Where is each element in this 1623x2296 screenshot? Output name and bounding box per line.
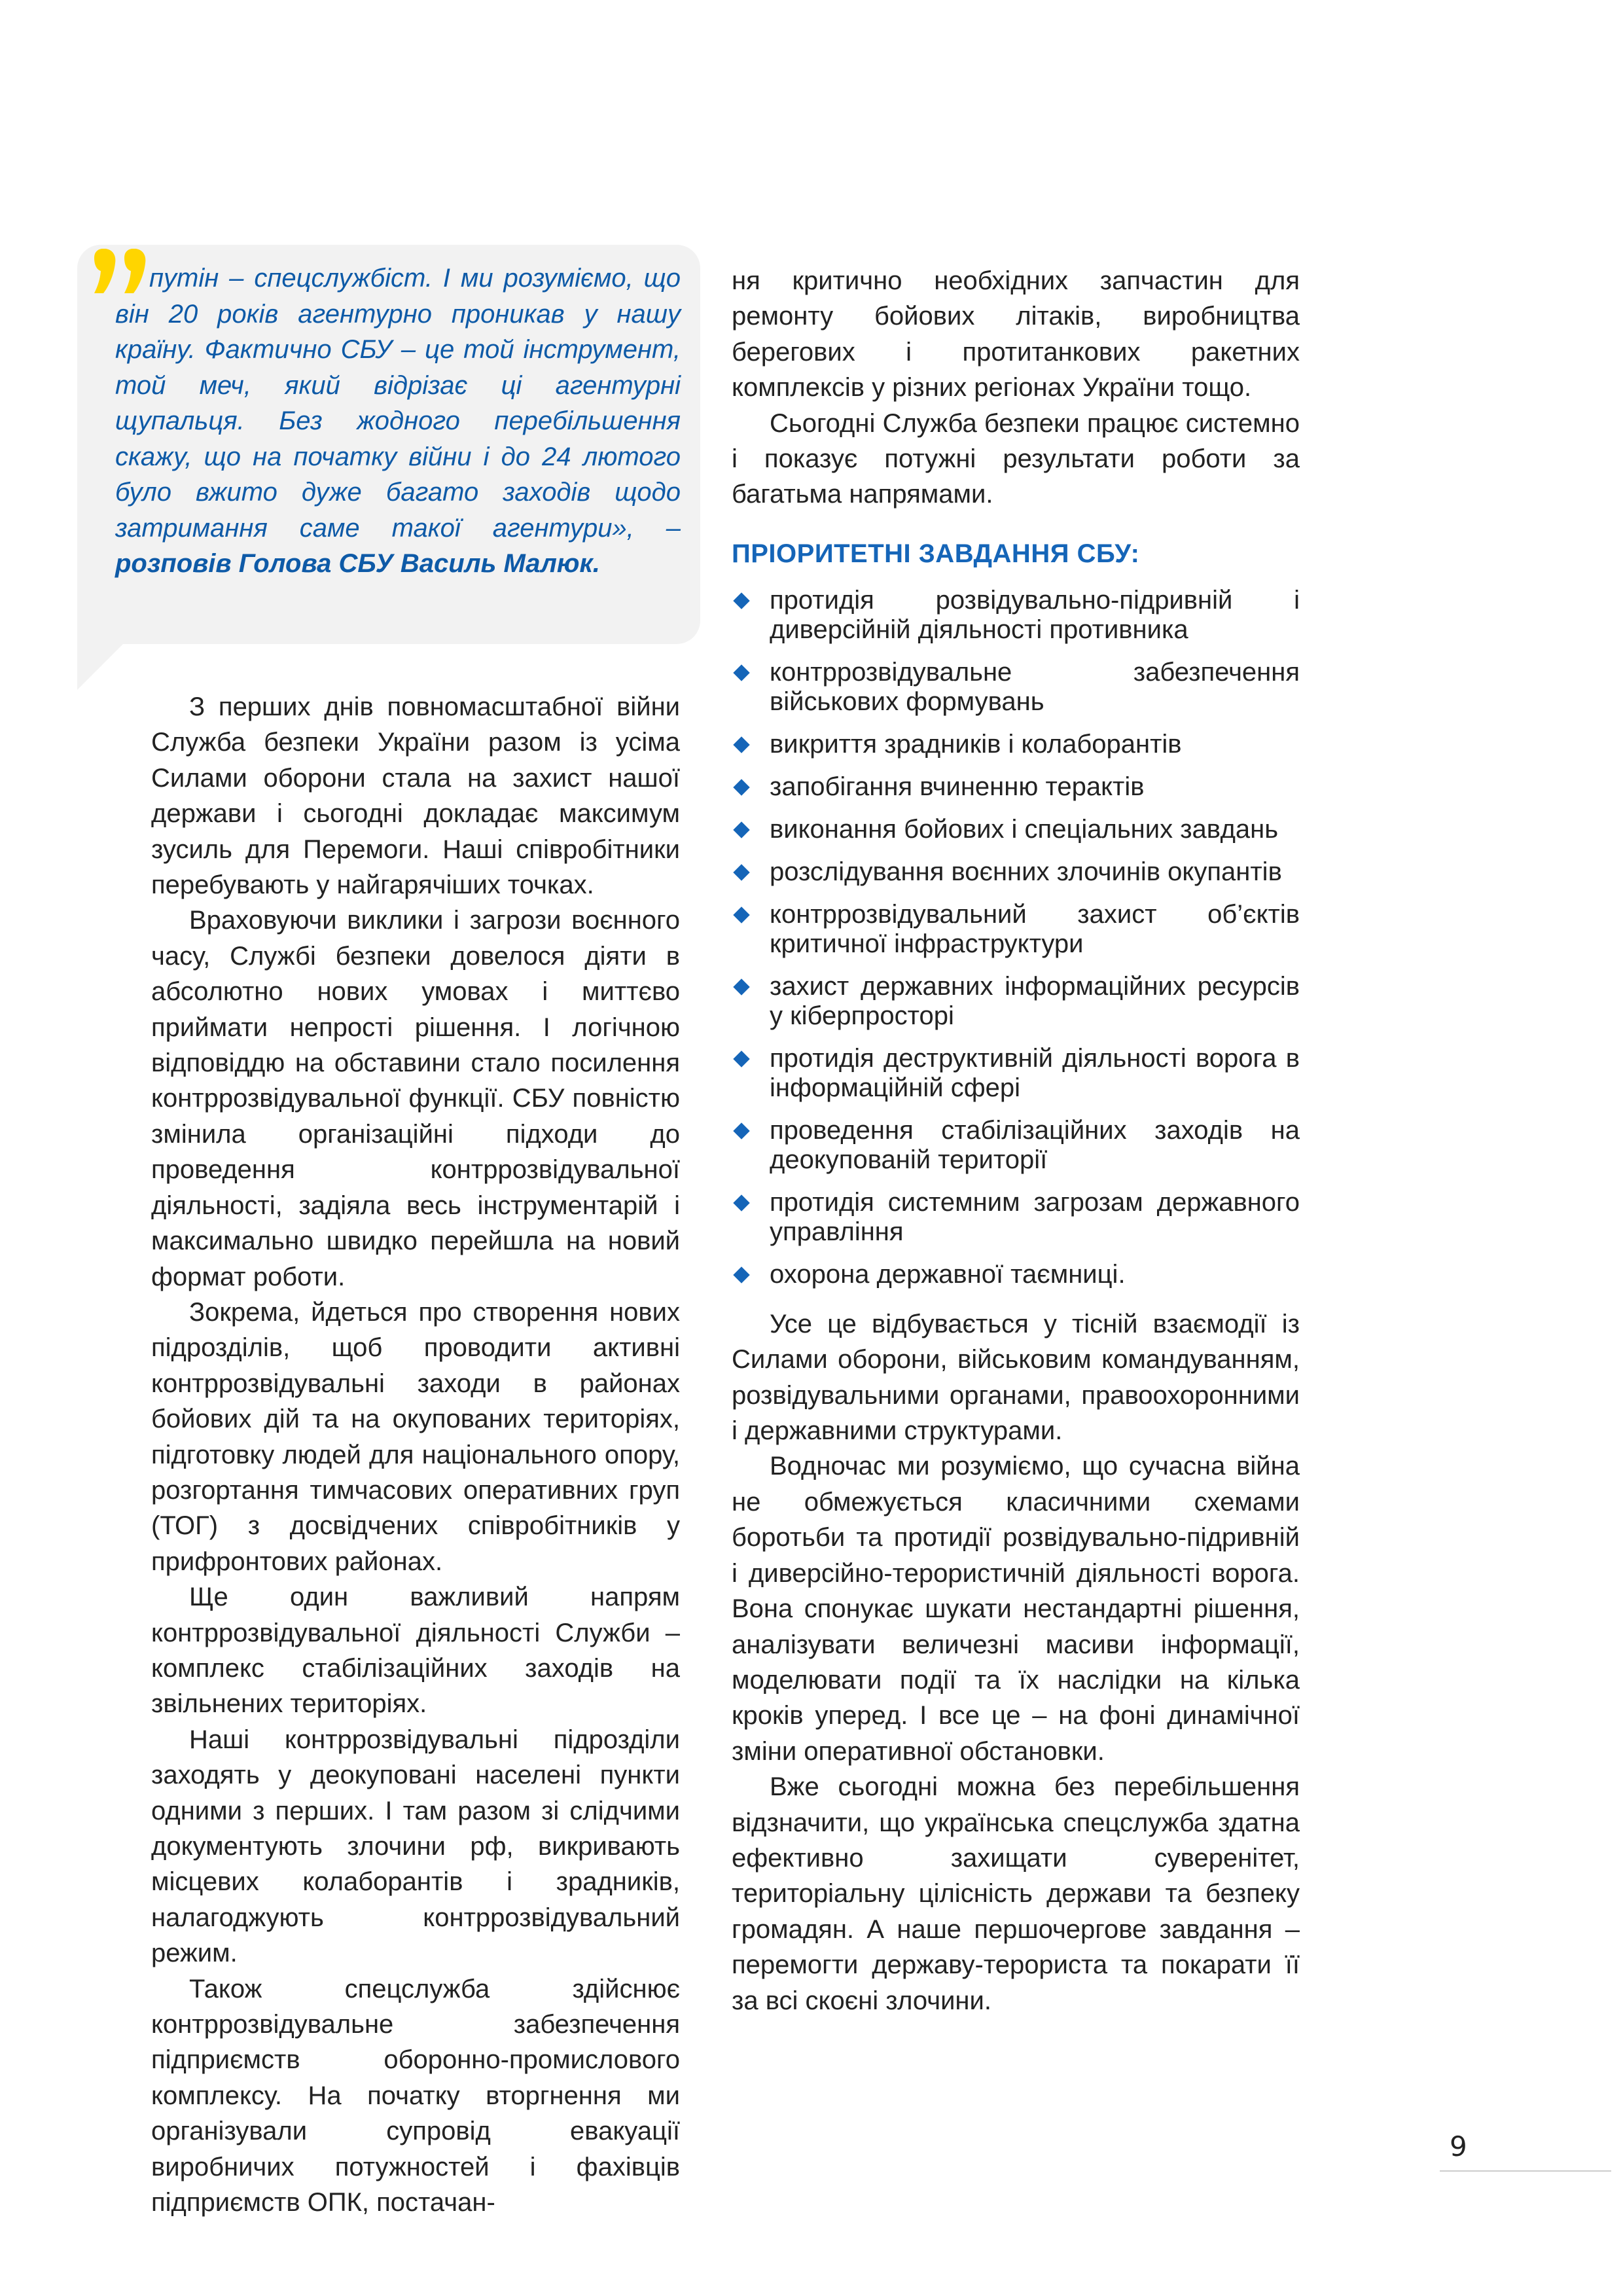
list-item-text: контррозвідувальний захист об’єктів критичної інфраструктури <box>770 899 1300 958</box>
list-item-text: захист державних інформаційних ресурсів у кіберпросторі <box>770 971 1300 1030</box>
list-item-text: протидія розвідувально-підривній і диверсійній діяльності противника <box>770 585 1300 644</box>
list-item <box>732 730 1300 759</box>
diamond-bullet-icon <box>733 779 749 795</box>
paragraph: Вже сьогодні можна без перебільшення відзначити, що українська спецслужба здатна ефективно захищати суверенітет, територіальну цілісність держави та безпеку громадян. А наше першочергове завдання – перемогти державу-терориста та покарати її за всі скоєні злочини. <box>732 1772 1300 2015</box>
quote-attribution: розповів Голова СБУ Василь Малюк. <box>115 549 600 578</box>
list-item <box>732 972 1300 1031</box>
diamond-bullet-icon <box>733 1266 749 1283</box>
list-item <box>732 658 1300 717</box>
list-item <box>732 1260 1300 1289</box>
diamond-bullet-icon <box>733 864 749 880</box>
priority-tasks-list <box>732 586 1300 1289</box>
page-number: 9 <box>1450 2130 1467 2162</box>
list-item-text: протидія системним загрозам державного управління <box>770 1187 1300 1246</box>
list-item <box>732 1044 1300 1103</box>
paragraph: З перших днів повномасштабної війни Служба безпеки України разом із усіма Силами оборони стала на захист нашої держави і сьогодні докладає максимум зусиль для Перемоги. Наші співробітники перебувають у найгарячіших точках. <box>151 692 680 900</box>
diamond-bullet-icon <box>733 821 749 838</box>
paragraph: Враховуючи виклики і загрози воєнного часу, Службі безпеки довелося діяти в абсолютно нових умовах і миттєво приймати непрості рішення. І логічною відповіддю на обставини стало посилення контррозвідувальної функції. СБУ повністю змінила організаційні підходи до проведення контррозвідувальної діяльності, задіяла весь інструментарій і максимально швидко перейшла на новий формат роботи. <box>151 906 680 1291</box>
paragraph: Усе це відбувається у тісній взаємодії із Силами оборони, військовим командуванням, розвідувальними органами, правоохоронними і державними структурами. <box>732 1309 1300 1446</box>
quote-box-tail <box>77 644 123 690</box>
paragraph: Ще один важливий напрям контррозвідувальної діяльності Служби – комплекс стабілізаційних заходів на звільнених територіях. <box>151 1583 680 1719</box>
list-item <box>732 1188 1300 1247</box>
list-item-text: запобігання вчиненню терактів <box>770 772 1145 801</box>
paragraph: Наші контррозвідувальні підрозділи заходять у деокуповані населені пункти одними з перших. І там разом зі слідчими документують злочини рф, викривають місцевих колаборантів і зрадників, налагоджують контррозвідувальний режим. <box>151 1725 680 1968</box>
list-item-text: проведення стабілізаційних заходів на деокупованій території <box>770 1115 1300 1174</box>
diamond-bullet-icon <box>733 1122 749 1139</box>
list-item <box>732 772 1300 802</box>
left-column <box>151 689 680 2220</box>
quote-text <box>115 260 681 582</box>
list-item-text: контррозвідувальне забезпечення військових формувань <box>770 657 1300 716</box>
list-item <box>732 586 1300 645</box>
list-item-text: розслідування воєнних злочинів окупантів <box>770 857 1282 886</box>
diamond-bullet-icon <box>733 592 749 609</box>
list-item-text: викриття зрадників і колаборантів <box>770 729 1182 759</box>
paragraph: Сьогодні Служба безпеки працює системно і показує потужні результати роботи за багатьма напрямами. <box>732 408 1300 509</box>
diamond-bullet-icon <box>733 1194 749 1211</box>
diamond-bullet-icon <box>733 1050 749 1067</box>
paragraph: Зокрема, йдеться про створення нових підрозділів, щоб проводити активні контррозвідувальні заходи в районах бойових дій та на окупованих територіях, підготовку людей для національного опору, розгортання тимчасових оперативних груп (ТОГ) з досвідчених співробітників у прифронтових районах. <box>151 1297 680 1576</box>
list-item <box>732 815 1300 844</box>
paragraph: Водночас ми розуміємо, що сучасна війна не обмежується класичними схемами боротьби та протидії розвідувально-підривній і диверсійно-терористичній діяльності ворога. Вона спонукає шукати нестандартні рішення, аналізувати величезні масиви інформації, моделювати події та їх наслідки на кілька кроків уперед. І все це – на фоні динамічної зміни оперативної обстановки. <box>732 1452 1300 1766</box>
paragraph: Також спецслужба здійснює контррозвідувальне забезпечення підприємств оборонно-промислового комплексу. На початку вторгнення ми організували супровід евакуації виробничих потужностей і фахівців підприємств ОПК, постачан- <box>151 1974 680 2217</box>
list-item <box>732 1116 1300 1175</box>
diamond-bullet-icon <box>733 978 749 995</box>
paragraph-continuation: ня критично необхідних запчастин для ремонту бойових літаків, виробництва берегових і протитанкових ракетних комплексів у різних регіонах України тощо. <box>732 266 1300 403</box>
right-column <box>732 263 1300 2018</box>
list-item-text: виконання бойових і спеціальних завдань <box>770 814 1279 844</box>
list-item <box>732 900 1300 959</box>
page-number-divider <box>1440 2170 1611 2172</box>
quote-body: путін – спецслужбіст. І ми розуміємо, що він 20 років агентурно проникав у нашу країну. Фактично СБУ – це той інструмент, той меч, який відрізає ці агентурні щупальця. Без жодного перебільшення скажу, що на початку війни і до 24 лютого було вжито дуже багато заходів щодо затримання саме такої агентури», – <box>115 264 681 543</box>
list-item-text: охорона державної таємниці. <box>770 1259 1126 1289</box>
section-heading: ПРІОРИТЕТНІ ЗАВДАННЯ СБУ: <box>732 539 1140 568</box>
list-item <box>732 857 1300 887</box>
list-item-text: протидія деструктивній діяльності ворога в інформаційній сфері <box>770 1043 1300 1102</box>
diamond-bullet-icon <box>733 736 749 753</box>
diamond-bullet-icon <box>733 906 749 923</box>
diamond-bullet-icon <box>733 664 749 681</box>
